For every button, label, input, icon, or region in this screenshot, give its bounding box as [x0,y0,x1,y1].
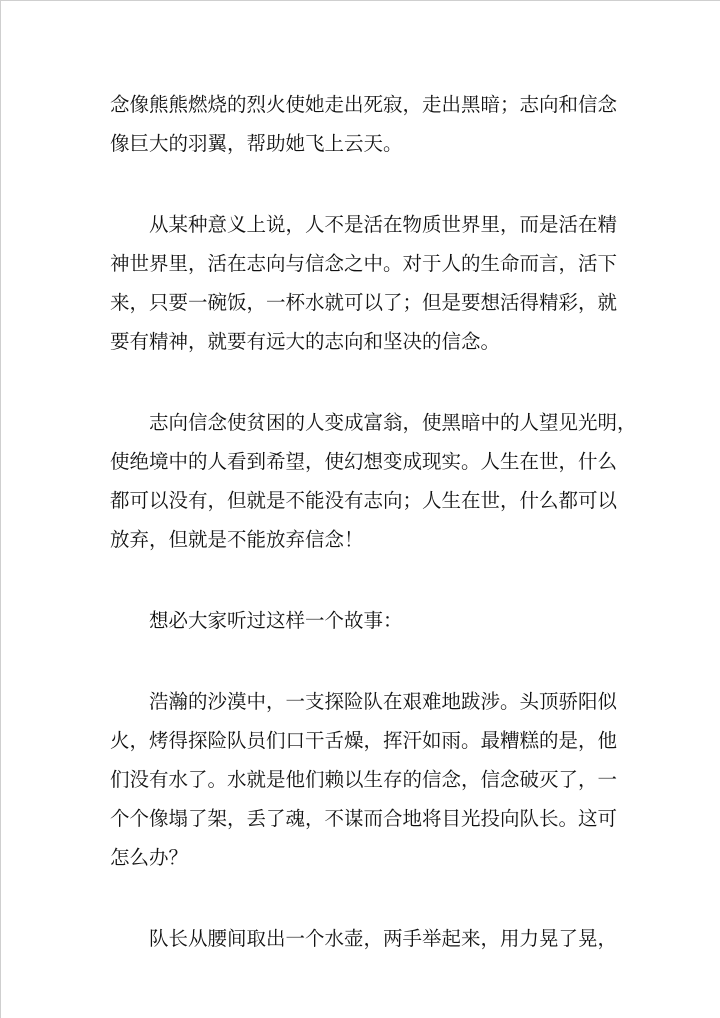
paragraph [110,85,618,163]
text-line: 使绝境中的人看到希望，使幻想变成现实。人生在世，什么 [110,450,618,473]
paragraph [110,601,615,640]
text-line: 从某种意义上说，人不是活在物质世界里，而是活在精 [149,213,618,236]
text-line: 怎么办？ [110,846,189,869]
text-line: 像巨大的羽翼，帮助她飞上云天。 [110,132,403,155]
paragraph-spacer [110,559,615,601]
text-line: 念像熊熊燃烧的烈火使她走出死寂，走出黑暗；志向和信念 [110,93,618,116]
text-line: 个个像塌了架，丢了魂，不谋而合地将目光投向队长。这可 [110,807,618,830]
text-line: 要有精神，就要有远大的志向和坚决的信念。 [110,330,501,353]
paragraph [110,682,618,877]
text-line: 队长从腰间取出一个水壶，两手举起来，用力晃了晃， [149,927,618,950]
text-line: 想必大家听过这样一个故事： [149,609,403,632]
paragraph [110,919,618,958]
text-line: 火，烤得探险队员们口干舌燥，挥汗如雨。最糟糕的是，他 [110,729,618,752]
paragraph [110,205,618,361]
paragraph-spacer [110,361,615,403]
paragraph-spacer [110,163,615,205]
paragraph [110,403,637,559]
paragraph-spacer [110,877,615,919]
text-line: 放弃，但就是不能放弃信念！ [110,528,364,551]
text-line: 浩瀚的沙漠中，一支探险队在艰难地跋涉。头顶骄阳似 [149,690,618,713]
text-line: 来，只要一碗饭，一杯水就可以了；但是要想活得精彩，就 [110,291,618,314]
text-line: 神世界里，活在志向与信念之中。对于人的生命而言，活下 [110,252,618,275]
text-line: 志向信念使贫困的人变成富翁，使黑暗中的人望见光明， [149,411,637,434]
paragraph-spacer [110,640,615,682]
text-line: 都可以没有，但就是不能没有志向；人生在世，什么都可以 [110,489,618,512]
text-line: 们没有水了。水就是他们赖以生存的信念，信念破灭了，一 [110,768,618,791]
document-body [110,85,637,958]
